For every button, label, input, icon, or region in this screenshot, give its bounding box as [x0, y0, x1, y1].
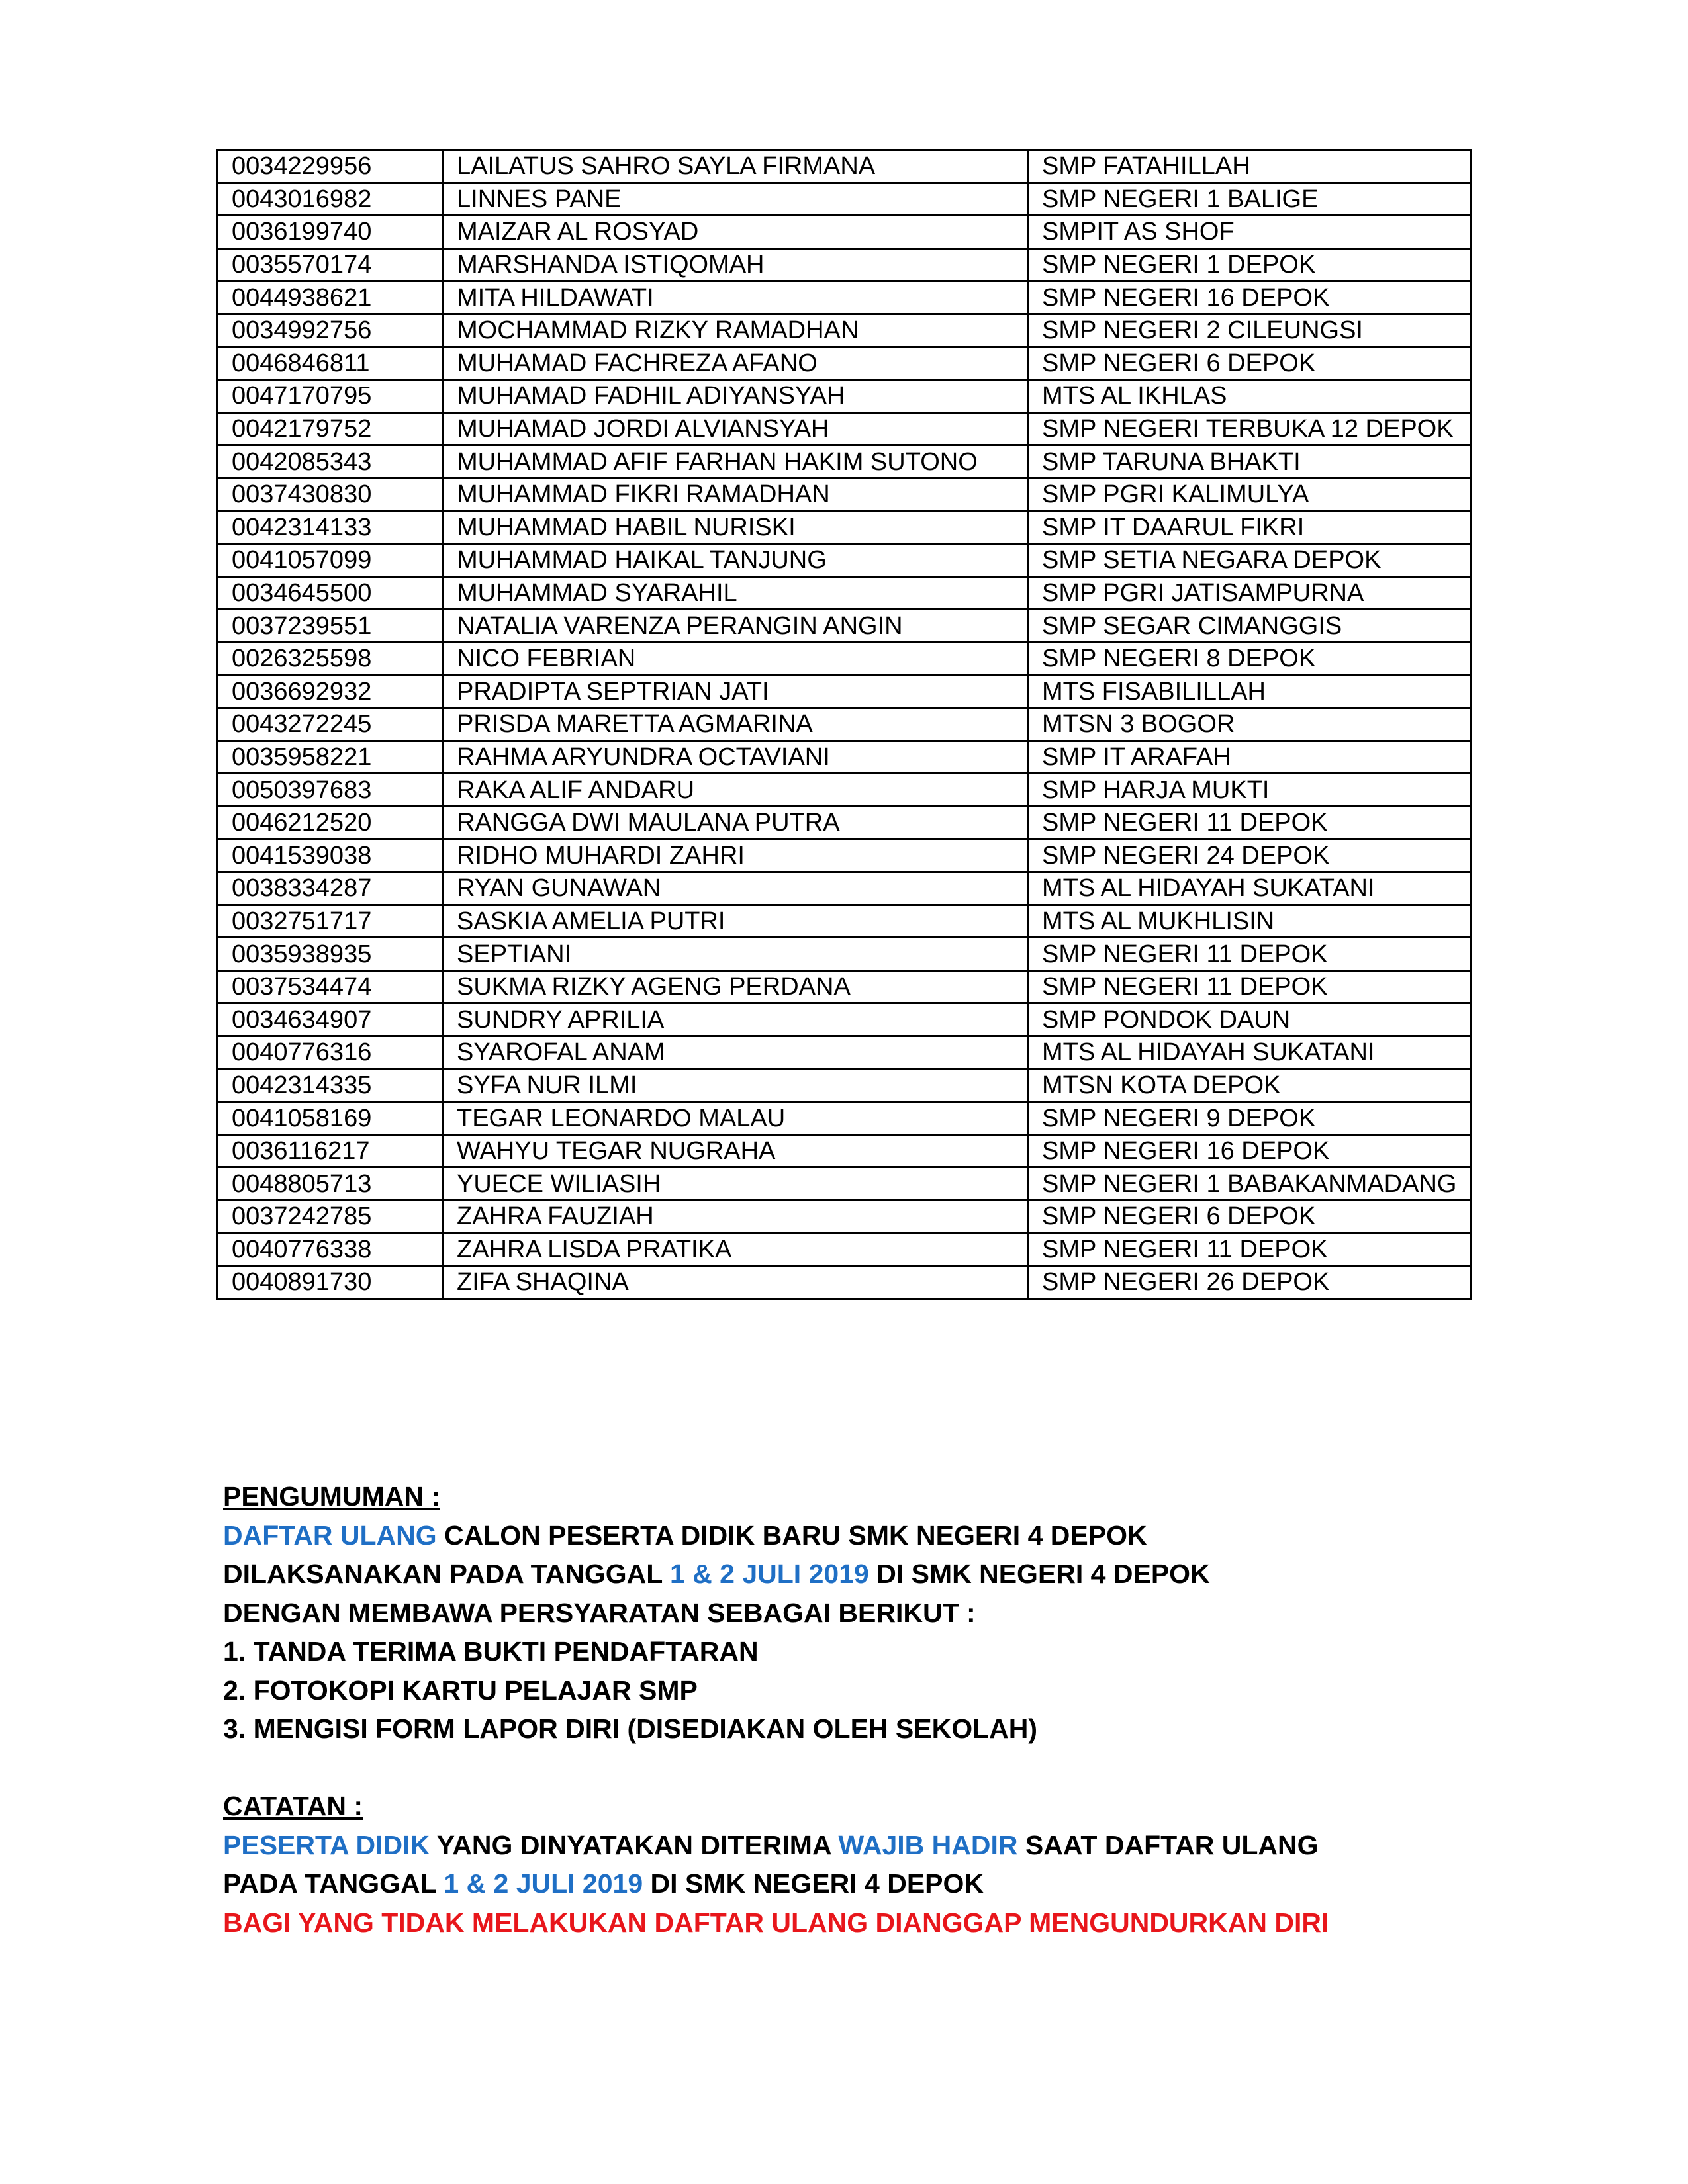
student-name-cell: NATALIA VARENZA PERANGIN ANGIN [443, 610, 1028, 643]
student-name-cell: WAHYU TEGAR NUGRAHA [443, 1134, 1028, 1167]
table-row [218, 938, 1471, 971]
origin-school-cell: SMP HARJA MUKTI [1028, 774, 1471, 807]
origin-school-cell: SMP NEGERI 6 DEPOK [1028, 347, 1471, 380]
origin-school-cell: SMPIT AS SHOF [1028, 216, 1471, 249]
origin-school-cell: SMP FATAHILLAH [1028, 150, 1471, 183]
table-row [218, 576, 1471, 610]
origin-school-cell: SMP IT ARAFAH [1028, 741, 1471, 774]
student-table-body [218, 150, 1471, 1299]
nisn-cell: 0034634907 [218, 1003, 443, 1036]
table-row [218, 1036, 1471, 1069]
origin-school-cell: SMP TARUNA BHAKTI [1028, 445, 1471, 478]
note-line-1-mid: YANG DINYATAKAN DITERIMA [430, 1829, 839, 1860]
nisn-cell: 0044938621 [218, 281, 443, 314]
student-name-cell: SUNDRY APRILIA [443, 1003, 1028, 1036]
student-name-cell: TEGAR LEONARDO MALAU [443, 1102, 1028, 1135]
table-row [218, 1069, 1471, 1102]
student-name-cell: SYAROFAL ANAM [443, 1036, 1028, 1069]
nisn-cell: 0036199740 [218, 216, 443, 249]
origin-school-cell: SMP NEGERI 1 BALIGE [1028, 183, 1471, 216]
re-registration-highlight: DAFTAR ULANG [223, 1520, 437, 1551]
mandatory-attendance-highlight: WAJIB HADIR [838, 1829, 1018, 1860]
table-row [218, 150, 1471, 183]
student-name-cell: RYAN GUNAWAN [443, 872, 1028, 905]
announcement-date-highlight: 1 & 2 JULI 2019 [669, 1559, 869, 1589]
student-table [216, 149, 1472, 1300]
announcement-line-1 [223, 1516, 1448, 1555]
nisn-cell: 0041058169 [218, 1102, 443, 1135]
nisn-cell: 0034992756 [218, 314, 443, 347]
nisn-cell: 0036116217 [218, 1134, 443, 1167]
nisn-cell: 0040776338 [218, 1233, 443, 1266]
student-name-cell: RANGGA DWI MAULANA PUTRA [443, 806, 1028, 839]
requirement-item: 1. TANDA TERIMA BUKTI PENDAFTARAN [223, 1636, 759, 1666]
origin-school-cell: SMP NEGERI 11 DEPOK [1028, 970, 1471, 1003]
origin-school-cell: MTS AL IKHLAS [1028, 380, 1471, 413]
announcement-line-1-text: CALON PESERTA DIDIK BARU SMK NEGERI 4 DEPOK [436, 1520, 1147, 1551]
requirement-item: 2. FOTOKOPI KARTU PELAJAR SMP [223, 1674, 698, 1706]
announcement-heading: PENGUMUMAN : [223, 1481, 440, 1512]
table-row [218, 675, 1471, 708]
nisn-cell: 0042314335 [218, 1069, 443, 1102]
nisn-cell: 0037534474 [218, 970, 443, 1003]
origin-school-cell: SMP NEGERI 26 DEPOK [1028, 1266, 1471, 1299]
table-row [218, 281, 1471, 314]
origin-school-cell: SMP NEGERI 11 DEPOK [1028, 1233, 1471, 1266]
student-name-cell: MUHAMMAD HABIL NURISKI [443, 511, 1028, 544]
student-name-cell: NICO FEBRIAN [443, 642, 1028, 675]
requirement-item: 3. MENGISI FORM LAPOR DIRI (DISEDIAKAN OLEH SEKOLAH) [223, 1713, 1038, 1744]
origin-school-cell: SMP PONDOK DAUN [1028, 1003, 1471, 1036]
announcement-line-2-post: DI SMK NEGERI 4 DEPOK [868, 1559, 1210, 1589]
nisn-cell: 0037239551 [218, 610, 443, 643]
origin-school-cell: SMP NEGERI 16 DEPOK [1028, 1134, 1471, 1167]
nisn-cell: 0040891730 [218, 1266, 443, 1299]
table-row [218, 642, 1471, 675]
student-name-cell: ZAHRA FAUZIAH [443, 1201, 1028, 1234]
nisn-cell: 0042314133 [218, 511, 443, 544]
nisn-cell: 0046212520 [218, 806, 443, 839]
table-row [218, 741, 1471, 774]
student-name-cell: MAIZAR AL ROSYAD [443, 216, 1028, 249]
nisn-cell: 0034645500 [218, 576, 443, 610]
nisn-cell: 0041057099 [218, 544, 443, 577]
nisn-cell: 0037242785 [218, 1201, 443, 1234]
origin-school-cell: SMP IT DAARUL FIKRI [1028, 511, 1471, 544]
nisn-cell: 0035938935 [218, 938, 443, 971]
student-name-cell: MUHAMMAD AFIF FARHAN HAKIM SUTONO [443, 445, 1028, 478]
student-highlight: PESERTA DIDIK [223, 1829, 430, 1860]
nisn-cell: 0035958221 [218, 741, 443, 774]
student-name-cell: MUHAMMAD HAIKAL TANJUNG [443, 544, 1028, 577]
student-name-cell: MUHAMAD FADHIL ADIYANSYAH [443, 380, 1028, 413]
student-name-cell: SUKMA RIZKY AGENG PERDANA [443, 970, 1028, 1003]
nisn-cell: 0026325598 [218, 642, 443, 675]
table-row [218, 544, 1471, 577]
origin-school-cell: MTS AL MUKHLISIN [1028, 905, 1471, 938]
student-name-cell: RAKA ALIF ANDARU [443, 774, 1028, 807]
nisn-cell: 0046846811 [218, 347, 443, 380]
nisn-cell: 0034229956 [218, 150, 443, 183]
table-row [218, 970, 1471, 1003]
table-row [218, 380, 1471, 413]
nisn-cell: 0036692932 [218, 675, 443, 708]
origin-school-cell: MTSN KOTA DEPOK [1028, 1069, 1471, 1102]
table-row [218, 347, 1471, 380]
announcement-section [223, 1477, 1448, 1942]
student-name-cell: SYFA NUR ILMI [443, 1069, 1028, 1102]
note-line-2-pre: PADA TANGGAL [223, 1868, 444, 1899]
origin-school-cell: SMP NEGERI 11 DEPOK [1028, 806, 1471, 839]
note-line-1 [223, 1826, 1448, 1865]
origin-school-cell: SMP NEGERI 16 DEPOK [1028, 281, 1471, 314]
student-name-cell: MARSHANDA ISTIQOMAH [443, 248, 1028, 281]
origin-school-cell: SMP NEGERI 1 BABAKANMADANG [1028, 1167, 1471, 1201]
origin-school-cell: SMP NEGERI 2 CILEUNGSI [1028, 314, 1471, 347]
table-row [218, 1102, 1471, 1135]
origin-school-cell: SMP NEGERI 8 DEPOK [1028, 642, 1471, 675]
nisn-cell: 0038334287 [218, 872, 443, 905]
nisn-cell: 0047170795 [218, 380, 443, 413]
announcement-line-2-pre: DILAKSANAKAN PADA TANGGAL [223, 1559, 670, 1589]
table-row [218, 216, 1471, 249]
origin-school-cell: SMP PGRI JATISAMPURNA [1028, 576, 1471, 610]
student-name-cell: SASKIA AMELIA PUTRI [443, 905, 1028, 938]
note-date-highlight: 1 & 2 JULI 2019 [444, 1868, 643, 1899]
nisn-cell: 0043272245 [218, 708, 443, 741]
student-name-cell: RIDHO MUHARDI ZAHRI [443, 839, 1028, 872]
student-name-cell: MITA HILDAWATI [443, 281, 1028, 314]
table-row [218, 183, 1471, 216]
note-heading: CATATAN : [223, 1791, 363, 1821]
origin-school-cell: SMP PGRI KALIMULYA [1028, 478, 1471, 511]
origin-school-cell: SMP NEGERI 6 DEPOK [1028, 1201, 1471, 1234]
nisn-cell: 0041539038 [218, 839, 443, 872]
table-row [218, 1167, 1471, 1201]
student-name-cell: MUHAMAD FACHREZA AFANO [443, 347, 1028, 380]
table-row [218, 872, 1471, 905]
student-name-cell: MUHAMMAD SYARAHIL [443, 576, 1028, 610]
origin-school-cell: MTSN 3 BOGOR [1028, 708, 1471, 741]
student-name-cell: YUECE WILIASIH [443, 1167, 1028, 1201]
table-row [218, 1003, 1471, 1036]
origin-school-cell: SMP NEGERI 24 DEPOK [1028, 839, 1471, 872]
nisn-cell: 0042179752 [218, 412, 443, 445]
origin-school-cell: MTS FISABILILLAH [1028, 675, 1471, 708]
origin-school-cell: MTS AL HIDAYAH SUKATANI [1028, 872, 1471, 905]
table-row [218, 774, 1471, 807]
nisn-cell: 0043016982 [218, 183, 443, 216]
note-line-1-post: SAAT DAFTAR ULANG [1017, 1829, 1319, 1860]
student-name-cell: LINNES PANE [443, 183, 1028, 216]
announcement-line-2 [223, 1555, 1448, 1594]
announcement-line-3: DENGAN MEMBAWA PERSYARATAN SEBAGAI BERIKUT : [223, 1597, 976, 1628]
table-row [218, 806, 1471, 839]
origin-school-cell: SMP SEGAR CIMANGGIS [1028, 610, 1471, 643]
table-row [218, 839, 1471, 872]
origin-school-cell: MTS AL HIDAYAH SUKATANI [1028, 1036, 1471, 1069]
nisn-cell: 0050397683 [218, 774, 443, 807]
section-spacer [223, 1749, 1448, 1788]
table-row [218, 314, 1471, 347]
table-row [218, 905, 1471, 938]
student-name-cell: LAILATUS SAHRO SAYLA FIRMANA [443, 150, 1028, 183]
student-name-cell: MUHAMMAD FIKRI RAMADHAN [443, 478, 1028, 511]
withdrawal-warning: BAGI YANG TIDAK MELAKUKAN DAFTAR ULANG DIANGGAP MENGUNDURKAN DIRI [223, 1907, 1329, 1938]
table-row [218, 412, 1471, 445]
nisn-cell: 0040776316 [218, 1036, 443, 1069]
table-row [218, 478, 1471, 511]
nisn-cell: 0037430830 [218, 478, 443, 511]
student-name-cell: ZIFA SHAQINA [443, 1266, 1028, 1299]
table-row [218, 610, 1471, 643]
table-row [218, 1134, 1471, 1167]
table-row [218, 511, 1471, 544]
student-name-cell: SEPTIANI [443, 938, 1028, 971]
table-row [218, 248, 1471, 281]
note-line-2-post: DI SMK NEGERI 4 DEPOK [643, 1868, 984, 1899]
origin-school-cell: SMP NEGERI 11 DEPOK [1028, 938, 1471, 971]
table-row [218, 1233, 1471, 1266]
student-name-cell: ZAHRA LISDA PRATIKA [443, 1233, 1028, 1266]
origin-school-cell: SMP NEGERI TERBUKA 12 DEPOK [1028, 412, 1471, 445]
nisn-cell: 0035570174 [218, 248, 443, 281]
nisn-cell: 0042085343 [218, 445, 443, 478]
table-row [218, 708, 1471, 741]
origin-school-cell: SMP NEGERI 1 DEPOK [1028, 248, 1471, 281]
student-name-cell: PRISDA MARETTA AGMARINA [443, 708, 1028, 741]
note-line-2 [223, 1864, 1448, 1903]
table-row [218, 1201, 1471, 1234]
nisn-cell: 0048805713 [218, 1167, 443, 1201]
student-name-cell: MUHAMAD JORDI ALVIANSYAH [443, 412, 1028, 445]
origin-school-cell: SMP NEGERI 9 DEPOK [1028, 1102, 1471, 1135]
student-name-cell: PRADIPTA SEPTRIAN JATI [443, 675, 1028, 708]
student-name-cell: RAHMA ARYUNDRA OCTAVIANI [443, 741, 1028, 774]
origin-school-cell: SMP SETIA NEGARA DEPOK [1028, 544, 1471, 577]
table-row [218, 445, 1471, 478]
nisn-cell: 0032751717 [218, 905, 443, 938]
student-name-cell: MOCHAMMAD RIZKY RAMADHAN [443, 314, 1028, 347]
table-row [218, 1266, 1471, 1299]
